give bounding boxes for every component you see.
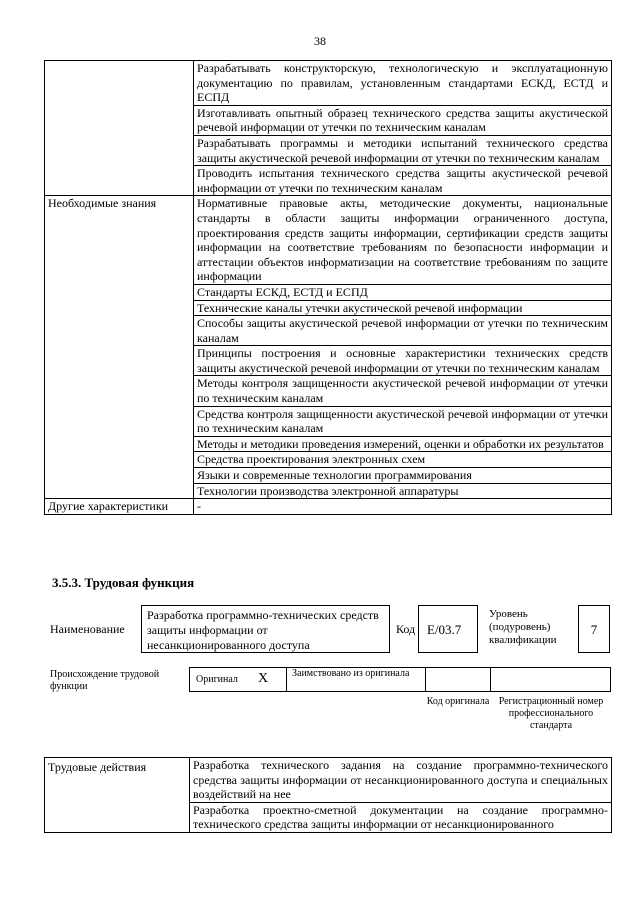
table-row xyxy=(45,196,612,285)
code-label: Код xyxy=(396,622,416,636)
knowledge-item: Методы контроля защищенности акустической речевой информации от утечки по техническим каналам xyxy=(194,376,612,406)
skill-item: Изготавливать опытный образец технического средства защиты акустической речевой информации от утечки по техническим каналам xyxy=(194,105,612,135)
knowledge-item: Методы и методики проведения измерений, оценки и обработки их результатов xyxy=(194,436,612,452)
knowledge-item: Принципы построения и основные характеристики технических средств защиты акустической речевой информации от утечки по техническим каналам xyxy=(194,346,612,376)
code-value: E/03.7 xyxy=(427,622,462,637)
action-item: Разработка проектно-сметной документации на создание программно-технического средства защиты информации от несанкционированного xyxy=(190,802,612,832)
knowledge-item: Средства проектирования электронных схем xyxy=(194,452,612,468)
level-box xyxy=(578,605,610,653)
section-title: 3.5.3. Трудовая функция xyxy=(52,575,195,590)
action-item: Разработка технического задания на создание программно-технического средства защиты информации от несанкционированного доступа и специальных воздействий на нее xyxy=(190,758,612,803)
divider xyxy=(286,667,287,692)
origin-original: Оригинал xyxy=(196,674,238,685)
code-caption: Код оригинала xyxy=(426,696,490,707)
name-value: Разработка программно-технических средств защиты информации от несанкционированного доступа xyxy=(147,608,379,652)
knowledge-item: Стандарты ЕСКД, ЕСТД и ЕСПД xyxy=(194,284,612,300)
skill-item: Разрабатывать программы и методики испытаний технического средства защиты акустической речевой информации от утечки по техническим каналам xyxy=(194,135,612,165)
origin-mark: X xyxy=(258,671,269,686)
table-row xyxy=(45,61,612,106)
actions-table xyxy=(44,757,612,833)
page-number: 38 xyxy=(314,34,326,48)
knowledge-item: Нормативные правовые акты, методические документы, национальные стандарты в области защиты информации ограниченного доступа, проектирования средств защиты информации, сертификации средств защиты информации на соответствие требованиям по безопасности информации и аттестации объектов информатизации на соответствие требованиям по защите информации xyxy=(194,196,612,285)
continuation-table xyxy=(44,60,612,515)
divider xyxy=(425,667,426,692)
knowledge-item: Технологии производства электронной аппаратуры xyxy=(194,483,612,499)
knowledge-item: Средства контроля защищенности акустической речевой информации от утечки по техническим каналам xyxy=(194,406,612,436)
table-row xyxy=(45,499,612,515)
skill-item: Проводить испытания технического средства защиты акустической речевой информации от утечки по техническим каналам xyxy=(194,166,612,196)
origin-label: Происхождение трудовой функции xyxy=(50,669,160,692)
origin-borrowed: Заимствовано из оригинала xyxy=(292,668,410,679)
actions-label: Трудовые действия xyxy=(45,758,190,833)
code-box xyxy=(418,605,478,653)
level-value: 7 xyxy=(590,622,598,637)
other-item: - xyxy=(194,499,612,515)
knowledge-item: Технические каналы утечки акустической речевой информации xyxy=(194,300,612,316)
row-label-knowledge: Необходимые знания xyxy=(45,196,194,499)
row-label xyxy=(45,61,194,196)
divider xyxy=(490,667,491,692)
skill-item: Разрабатывать конструкторскую, технологическую и эксплуатационную документацию по правилам, установленным стандартами ЕСКД, ЕСТД и ЕСПД xyxy=(194,61,612,106)
name-label: Наименование xyxy=(50,622,125,636)
level-label: Уровень (подуровень) квалификации xyxy=(489,608,557,646)
name-box xyxy=(141,605,390,653)
table-row xyxy=(45,758,612,803)
knowledge-item: Способы защиты акустической речевой информации от утечки по техническим каналам xyxy=(194,316,612,346)
knowledge-item: Языки и современные технологии программирования xyxy=(194,468,612,484)
row-label-other: Другие характеристики xyxy=(45,499,194,515)
reg-caption: Регистрационный номер профессионального стандарта xyxy=(498,696,604,731)
